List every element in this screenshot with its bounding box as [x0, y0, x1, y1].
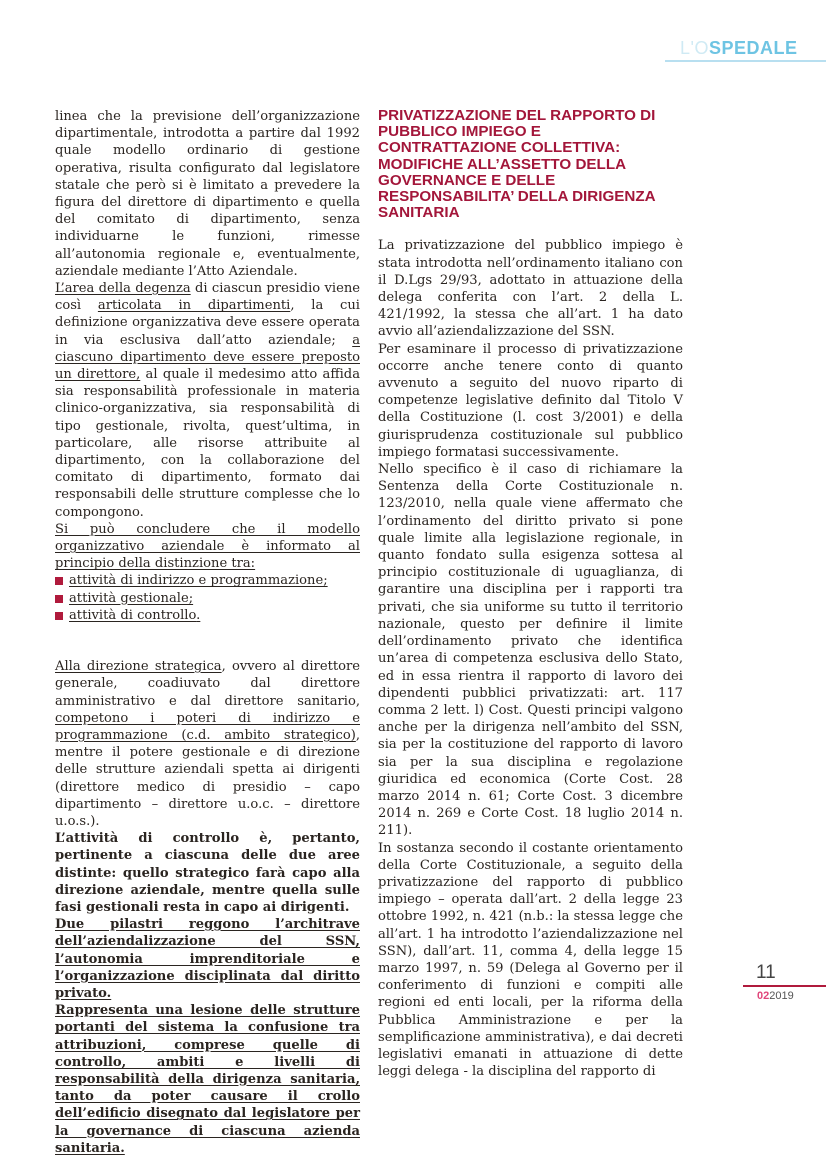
right-paragraph-2: Per esaminare il processo di privatizzazione occorre anche tenere conto di quanto avvenuto a seguito del nuovo riparto di competenze legislative definito dal Titolo V della Costituzione (l. cost 3/2001) e della giurisprudenza costituzionale sul pubblico impiego formatasi successivamente.	[378, 341, 683, 460]
left-paragraph-7: Rappresenta una lesione delle strutture portanti del sistema la confusione tra attribuzioni, comprese quelle di controllo, ambiti e livelli di responsabilità della dirigenza sanitaria, tanto da poter causare il crollo dell’edificio disegnato dal legislatore per la governance di ciascuna azienda sanitaria.	[55, 1003, 360, 1156]
logo-name: SPEDALE	[708, 38, 798, 58]
spacer	[55, 624, 360, 641]
issue-year: 2019	[769, 990, 794, 1002]
left-p2-underline-2: articolata in dipartimenti	[97, 298, 291, 314]
right-paragraph-3: Nello specifico è il caso di richiamare la Sentenza della Corte Costituzionale n. 123/2010, nella quale viene affermato che l’ordinamento del diritto privato si pone quale limite alla legislazione regionale, in quanto fondato sulla esigenza sottesa al principio costituzionale di uguaglianza, di garantire una disciplina per i rapporti tra privati, che sia uniforme su tutto il territorio nazionale, questo per definire il limite dell’ordinamento privato che identifica un’area di competenza esclusiva dello Stato, ed in essa rientra il rapporto di lavoro dei dipendenti pubblici privatizzati: art. 117 comma 2 lett. l) Cost. Questi principi valgono anche per la dirigenza nell’ambito del SSN, sia per la costituzione del rapporto di lavoro sia per la sua disciplina e regolazione giuridica ed economica (Corte Cost. 28 marzo 2014 n. 61; Corte Cost. 3 dicembre 2014 n. 269 e Corte Cost. 18 luglio 2014 n. 211).	[378, 462, 683, 839]
list-item: attività di indirizzo e programmazione;	[55, 572, 360, 589]
spacer	[55, 641, 360, 658]
list-item: attività di controllo.	[55, 607, 360, 624]
list-item: attività gestionale;	[55, 590, 360, 607]
header-rule	[665, 60, 826, 62]
section-heading: PRIVATIZZAZIONE DEL RAPPORTO DI PUBBLICO IMPIEGO E CONTRATTAZIONE COLLETTIVA: MODIFICHE ALL’ASSETTO DELLA GOVERNANCE E DELLE RESPONSABILITA’ DELLA DIRIGENZA SANITARIA	[378, 107, 656, 222]
left-p2-underline-1: L’area della degenza	[55, 281, 191, 297]
distinction-list	[55, 572, 360, 624]
left-paragraph-4	[55, 658, 360, 830]
page-number: 11	[756, 962, 776, 983]
left-p2-text-1: di ciascun presidio viene così	[55, 281, 360, 314]
left-p2-underline-3: a ciascuno dipartimento deve essere preposto un direttore,	[55, 332, 360, 383]
bullet-square-icon	[55, 595, 63, 603]
left-p4-text-1: , ovvero al direttore generale, coadiuvato dal direttore amministrativo e dal direttore sanitario,	[55, 659, 360, 709]
left-paragraph-6: Due pilastri reggono l’architrave dell’aziendalizzazione del SSN, l’autonomia imprenditoriale e l’organizzazione disciplinata dal diritto privato.	[55, 917, 360, 1001]
bullet-square-icon	[55, 577, 63, 585]
right-paragraph-1: La privatizzazione del pubblico impiego è stata introdotta nell’ordinamento italiano con il D.Lgs 29/93, adottato in attuazione della delega conferita con l’art. 2 della L. 421/1992, la stessa che all’art. 1 ha dato avvio all’aziendalizzazione del SSN.	[378, 238, 683, 340]
left-paragraph-5: L’attività di controllo è, pertanto, pertinente a ciascuna delle due aree distinte: quello strategico farà capo alla direzione aziendale, mentre quella sulle fasi gestionali resta in capo ai dirigenti.	[55, 831, 360, 915]
magazine-logo	[680, 38, 797, 59]
left-paragraph-3: Si può concludere che il modello organizzativo aziendale è informato al principio della distinzione tra:	[55, 521, 360, 572]
issue-number: 02	[757, 990, 770, 1002]
issue-label	[757, 990, 794, 1002]
left-p4-text-2: , mentre il potere gestionale e di direzione delle strutture aziendali spetta ai dirigenti (direttore medico di presidio – capo dipartimento – direttore u.o.c. – direttore u.o.s.).	[55, 727, 360, 829]
left-paragraph-2	[55, 280, 360, 521]
logo-prefix: L'O	[680, 38, 709, 58]
left-p2-text-2: , la cui definizione organizzativa deve essere operata in via esclusiva dall’atto aziendale;	[55, 298, 360, 348]
right-column	[378, 108, 683, 1080]
left-column	[55, 108, 360, 1157]
left-p4-underline-1: Alla direzione strategica	[55, 659, 222, 675]
left-paragraph-1: linea che la previsione dell’organizzazione dipartimentale, introdotta a partire dal 1992 quale modello ordinario di gestione operativa, risulta configurato dal legislatore statale che però si è limitato a prevedere la figura del direttore di dipartimento e quella del comitato di dipartimento, senza individuarne le funzioni, rimesse all’autonomia regionale e, eventualmente, aziendale mediante l’Atto Aziendale.	[55, 109, 360, 279]
right-paragraph-4: In sostanza secondo il costante orientamento della Corte Costituzionale, a seguito della privatizzazione del rapporto di pubblico impiego – operata dall’art. 2 della legge 23 ottobre 1992, n. 421 (n.b.: la stessa legge che all’art. 1 ha introdotto l’aziendalizzazione nel SSN), dall’art. 11, comma 4, della legge 15 marzo 1997, n. 59 (Delega al Governo per il conferimento di funzioni e compiti alle regioni ed enti locali, per la riforma della Pubblica Amministrazione e per la semplificazione amministrativa), e dai decreti legislativi emanati in attuazione di dette leggi delega - la disciplina del rapporto di	[378, 840, 683, 1080]
left-p4-underline-2: competono i poteri di indirizzo e programmazione (c.d. ambito strategico)	[55, 710, 360, 743]
footer-rule	[743, 985, 826, 987]
left-p2-text-3: al quale il medesimo atto affida sia responsabilità professionale in materia clinico-organizzativa, sia responsabilità di tipo gestionale, rivolta, quest’ultima, in particolare, alle risorse attribuite al dipartimento, con la collaborazione del comitato di dipartimento, formato dai responsabili delle strutture complesse che lo compongono.	[55, 367, 360, 520]
bullet-square-icon	[55, 612, 63, 620]
